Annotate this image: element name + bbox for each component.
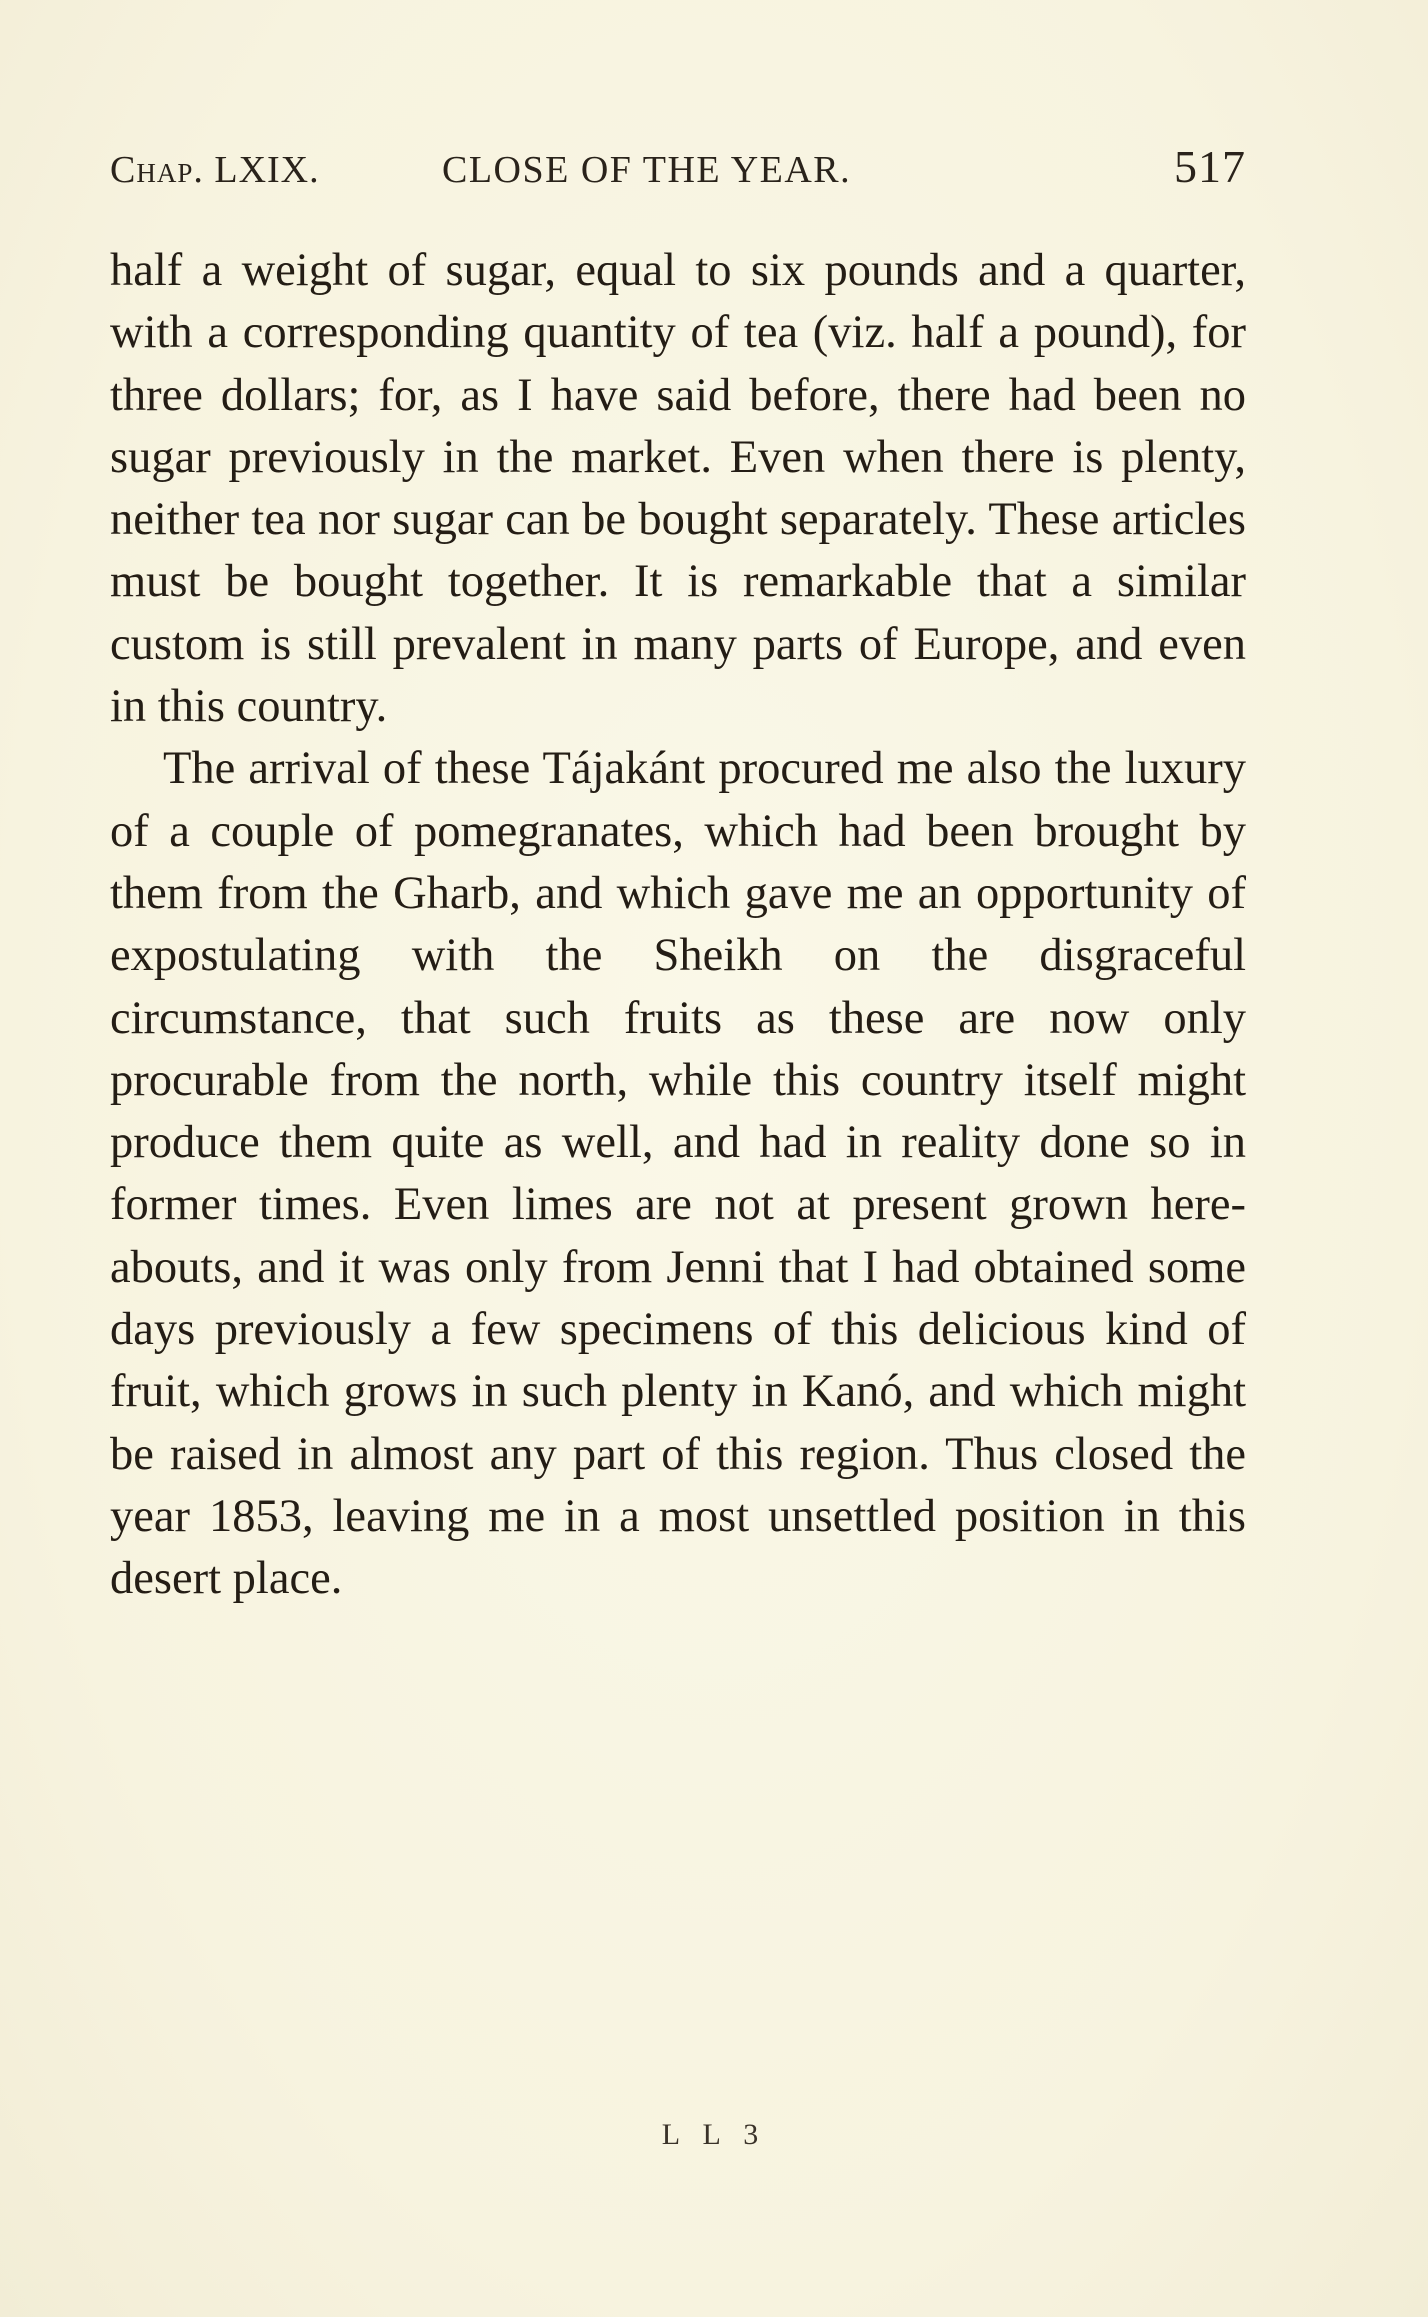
page-number: 517: [1174, 141, 1246, 192]
running-head: [110, 140, 1246, 200]
paragraph-continued: half a weight of sugar, equal to six pounds and a quarter, with a corresponding quantity of tea (viz. half a pound), for three dollars; for, as I have said before, there had been no sugar previously in the market. Even when there is plenty, neither tea nor sugar can be bought separately. These articles must be bought together. It is remarkable that a similar custom is still prevalent in many parts of Europe, and even in this country.: [110, 245, 1246, 733]
paragraph: The arrival of these Tájakánt procured me also the luxury of a couple of pomegranates, which had been brought by them from the Gharb, and which gave me an opportunity of expostulating with the Sheikh on the disgraceful circumstance, that such fruits as these are now only procurable from the north, while this country itself might produce them quite as well, and had in reality done so in former times. Even limes are not at present grown hereabouts, and it was only from Jenni that I had obtained some days previously a few specimens of this delicious kind of fruit, which grows in such plenty in Kanó, and which might be raised in almost any part of this region. Thus closed the year 1853, leaving me in a most unsettled position in this desert place.: [110, 743, 1246, 1605]
running-title: CLOSE OF THE YEAR.: [442, 149, 852, 191]
signature-mark: L L 3: [661, 2118, 767, 2151]
body-text: [110, 240, 1246, 1611]
chapter-label: Chap. LXIX.: [110, 149, 320, 191]
